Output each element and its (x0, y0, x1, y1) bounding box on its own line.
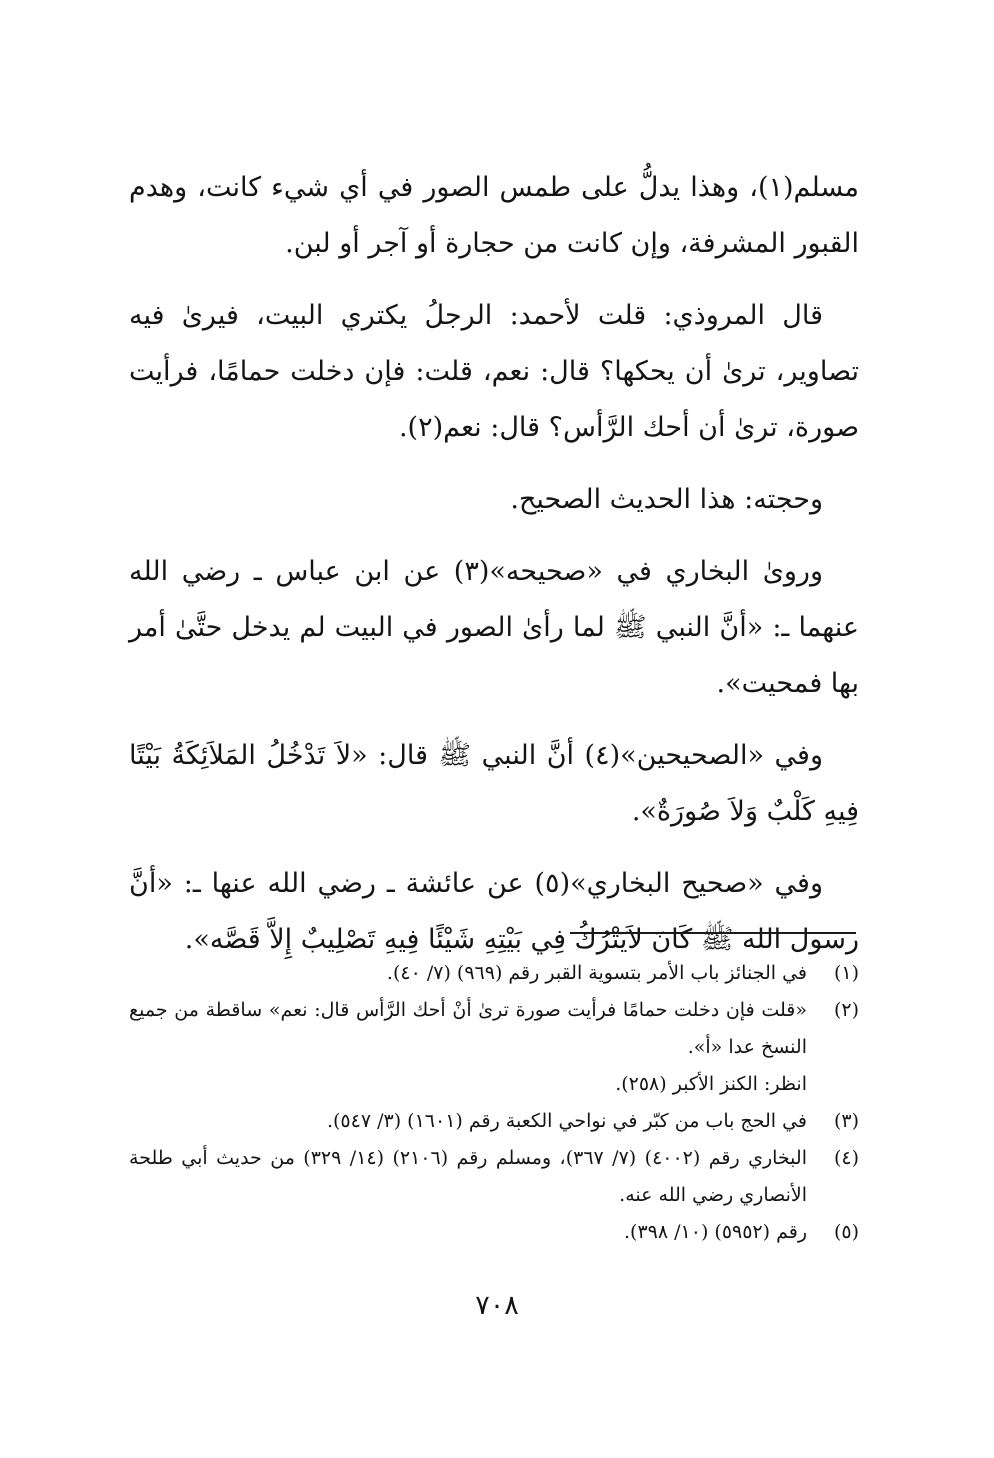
footnote-2 (129, 992, 859, 1103)
main-text (129, 160, 859, 984)
paragraph-1: مسلم(١)، وهذا يدلُّ على طمس الصور في أي شيء كانت، وهدم القبور المشرفة، وإن كانت من حجارة أو آجر أو لبن. (129, 172, 859, 259)
footnote-text (129, 1214, 807, 1251)
footnote-3 (129, 1103, 859, 1140)
footnote-number: (٣) (833, 1110, 859, 1132)
paragraph-2: قال المروذي: قلت لأحمد: الرجلُ يكتري البيت، فيرىٰ فيه تصاوير، ترىٰ أن يحكها؟ قال: نعم، قلت: فإن دخلت حمامًا، فرأيت صورة، ترىٰ أن أحك الرَّأس؟ قال: نعم(٢). (129, 300, 859, 443)
footnote-divider (570, 932, 856, 934)
paragraph-3: وحجته: هذا الحديث الصحيح. (510, 484, 823, 515)
footnote-number: (٢) (833, 999, 859, 1021)
footnote-text (129, 1103, 807, 1140)
footnote-number: (٥) (833, 1221, 859, 1243)
footnote-text (129, 992, 807, 1103)
footnote-line: في الحج باب من كبّر في نواحي الكعبة رقم (١٦٠١) (٣/ ٥٤٧). (326, 1110, 807, 1132)
footnote-line: انظر: الكنز الأكبر (٢٥٨). (615, 1073, 807, 1095)
paragraph-6: وفي «صحيح البخاري»(٥) عن عائشة ـ رضي الله عنها ـ: «أنَّ رسول الله ﷺ كَانَ لاَيَتْرُكُ فِي بَيْتِهِ شَيْئًا فِيهِ تَصْلِيبٌ إِلاَّ قَصَّه». (129, 868, 859, 955)
paragraph-5: وفي «الصحيحين»(٤) أنَّ النبي ﷺ قال: «لاَ تَدْخُلُ المَلاَئِكَةُ بَيْتًا فِيهِ كَلْبٌ وَلاَ صُورَةٌ». (129, 740, 859, 827)
footnote-number: (١) (833, 962, 859, 984)
footnote-text (129, 1140, 807, 1214)
footnote-5 (129, 1214, 859, 1251)
page-number: ٧٠٨ (475, 1290, 519, 1321)
footnote-line: في الجنائز باب الأمر بتسوية القبر رقم (٩٦٩) (٧/ ٤٠). (386, 962, 807, 984)
footnotes (129, 955, 859, 1251)
footnote-number: (٤) (833, 1147, 859, 1169)
footnote-text (129, 955, 807, 992)
footnote-line: «قلت فإن دخلت حمامًا فرأيت صورة ترىٰ أنْ أحك الرَّأس قال: نعم» ساقطة من جميع النسخ عدا «أ». (129, 999, 807, 1058)
footnote-line: البخاري رقم (٤٠٠٢) (٧/ ٣٦٧)، ومسلم رقم (٢١٠٦) (١٤/ ٣٢٩) من حديث أبي طلحة الأنصاري رضي الله عنه. (129, 1147, 807, 1206)
paragraph-4: وروىٰ البخاري في «صحيحه»(٣) عن ابن عباس ـ رضي الله عنهما ـ: «أنَّ النبي ﷺ لما رأىٰ الصور في البيت لم يدخل حتَّىٰ أمر بها فمحيت». (129, 556, 859, 699)
footnote-1 (129, 955, 859, 992)
footnote-line: رقم (٥٩٥٢) (١٠/ ٣٩٨). (623, 1221, 807, 1243)
footnote-4 (129, 1140, 859, 1214)
